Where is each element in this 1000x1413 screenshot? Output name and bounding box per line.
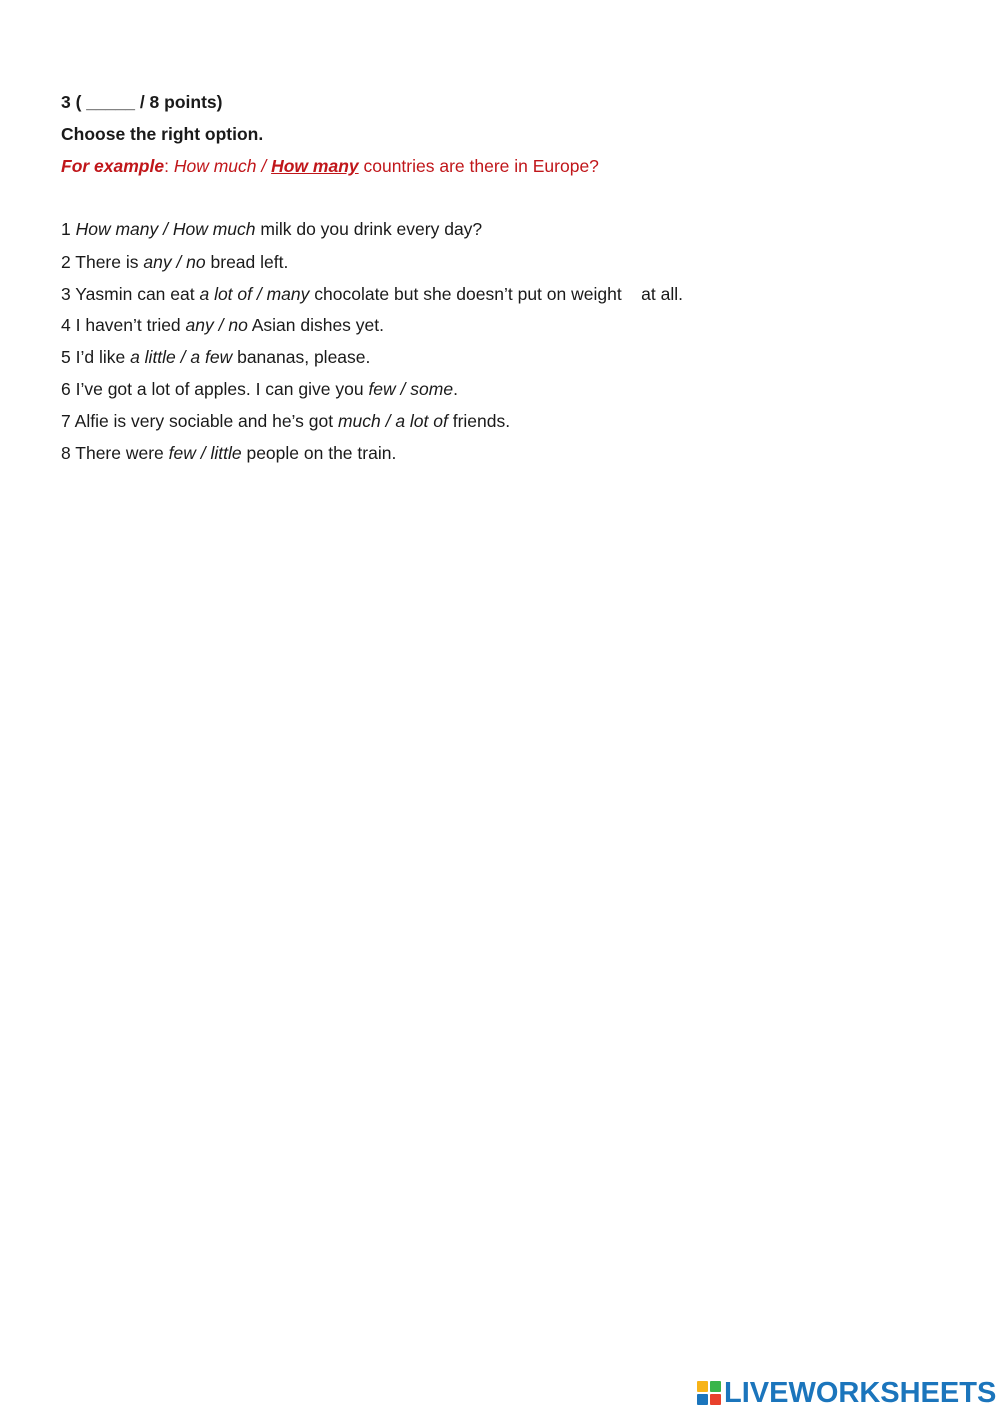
example-rest: countries are there in Europe? [358, 156, 599, 176]
question-number: 6 [61, 379, 76, 399]
question-item [61, 251, 288, 273]
question-text-after: . [453, 379, 458, 399]
question-text-before: I’ve got a lot of apples. I can give you [75, 379, 369, 399]
logo-grid-icon [697, 1381, 721, 1405]
answer-options[interactable]: any / no [185, 315, 248, 335]
liveworksheets-logo[interactable] [697, 1378, 996, 1408]
question-item [61, 314, 384, 336]
answer-options[interactable]: few / little [168, 443, 242, 463]
answer-options[interactable]: a lot of / many [199, 284, 310, 304]
question-text-before: I’d like [75, 347, 131, 367]
answer-options[interactable]: any / no [143, 252, 206, 272]
answer-options[interactable]: much / a lot of [337, 411, 448, 431]
question-number: 5 [61, 347, 76, 367]
question-number: 4 [61, 315, 76, 335]
example-answer: How many [271, 156, 359, 176]
logo-square [697, 1381, 708, 1392]
question-number: 3 [61, 284, 76, 304]
question-number: 2 [61, 252, 76, 272]
question-text-before: There is [75, 252, 144, 272]
exercise-header [61, 91, 222, 113]
question-text-before: There were [75, 443, 169, 463]
question-item [61, 410, 510, 432]
question-item [61, 378, 458, 400]
question-text-before: I haven’t tried [75, 315, 186, 335]
question-item [61, 218, 482, 240]
example-colon: : [164, 156, 174, 176]
question-text-after: chocolate but she doesn’t put on weight at all. [309, 284, 683, 304]
question-text-before: Yasmin can eat [75, 284, 200, 304]
logo-square [710, 1394, 721, 1405]
question-text-after: bread left. [205, 252, 289, 272]
example-line [61, 155, 599, 177]
answer-options[interactable]: a little / a few [130, 347, 233, 367]
points-total: / 8 points) [139, 92, 223, 112]
exercise-number: 3 ( [61, 92, 82, 112]
answer-options[interactable]: How many / How much [75, 219, 256, 239]
example-option-a: How much / [173, 156, 272, 176]
question-item [61, 346, 370, 368]
question-item [61, 283, 683, 305]
question-text-before: Alfie is very sociable and he’s got [74, 411, 338, 431]
score-blank: _____ [81, 92, 140, 112]
question-text-after: milk do you drink every day? [255, 219, 483, 239]
question-number: 1 [61, 219, 76, 239]
answer-options[interactable]: few / some [368, 379, 454, 399]
instruction: Choose the right option. [61, 124, 264, 144]
example-label: For example [61, 156, 165, 176]
question-text-after: bananas, please. [232, 347, 371, 367]
logo-square [710, 1381, 721, 1392]
question-item [61, 442, 396, 464]
question-text-after: friends. [447, 411, 511, 431]
question-number: 8 [61, 443, 76, 463]
question-text-after: Asian dishes yet. [247, 315, 385, 335]
question-text-after: people on the train. [241, 443, 397, 463]
logo-square [697, 1394, 708, 1405]
logo-text: LIVEWORKSHEETS [724, 1377, 997, 1409]
question-number: 7 [61, 411, 75, 431]
